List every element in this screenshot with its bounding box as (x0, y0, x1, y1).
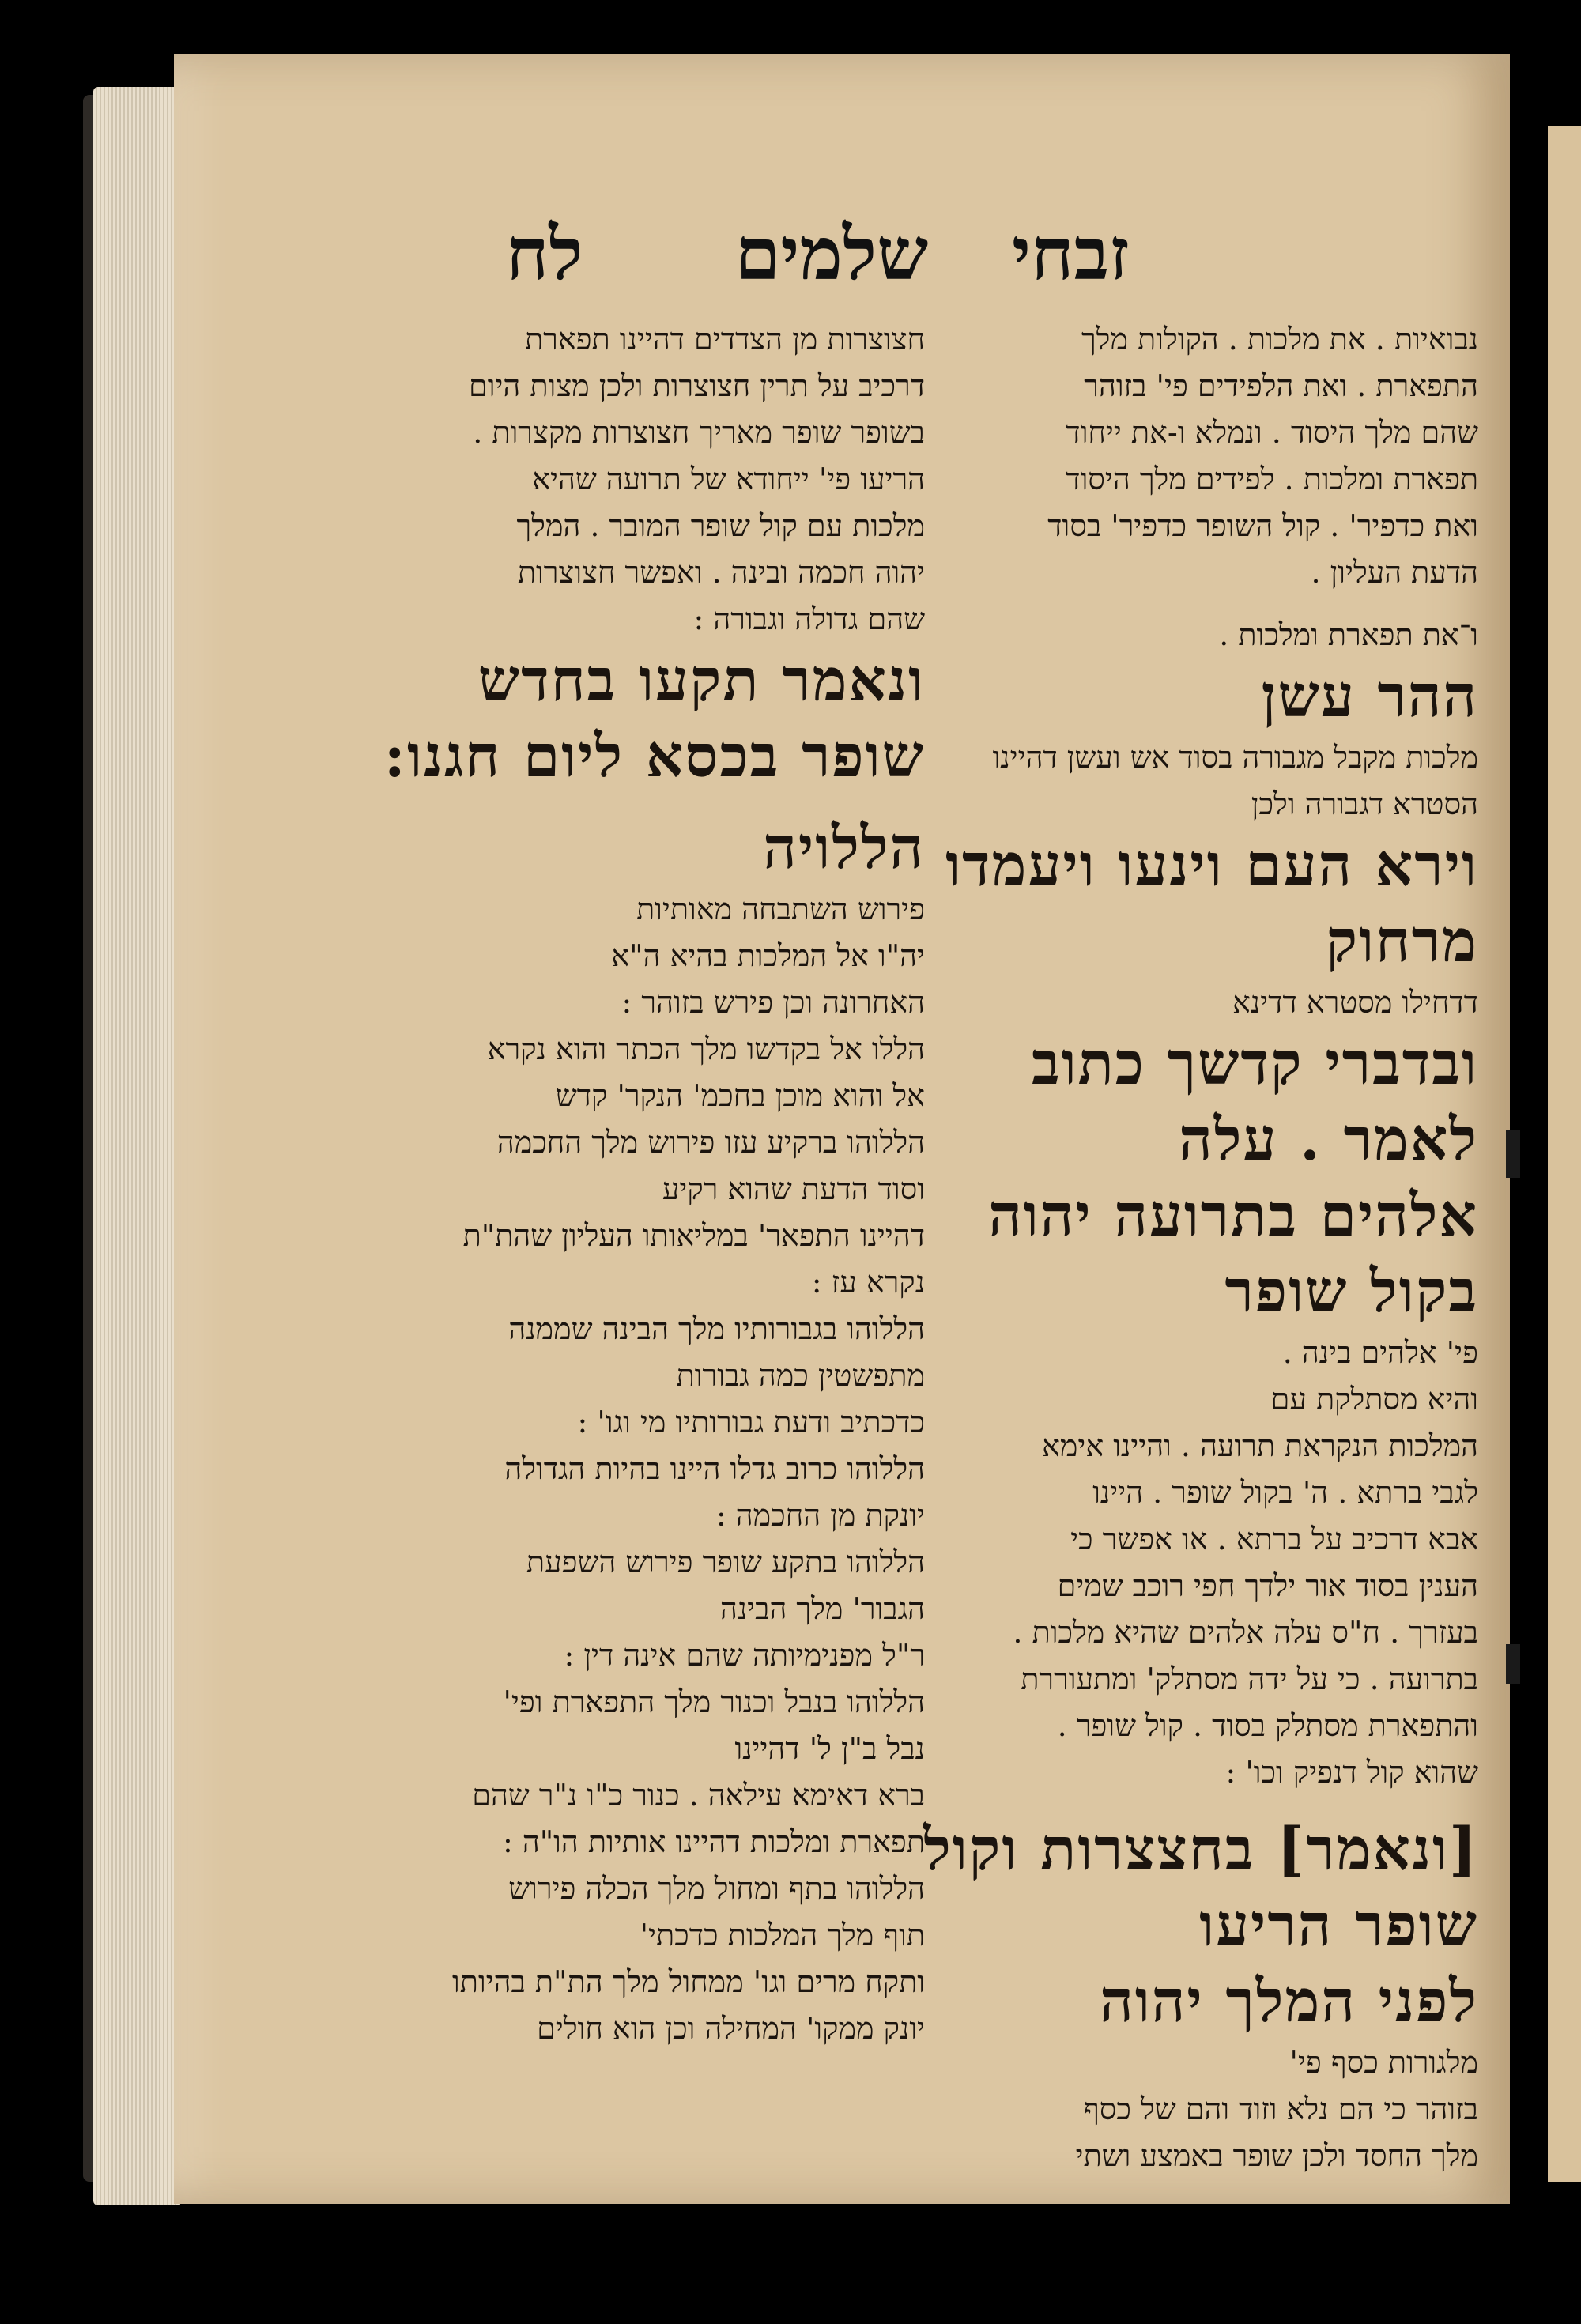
running-title-center: שלמים (735, 211, 929, 296)
commentary-line: יהוה חכמה ובינה . ואפשר חצוצרות (517, 555, 925, 590)
verse-heading: ההר עשן (1261, 662, 1478, 730)
text-column-left (383, 316, 925, 2052)
commentary-line: מלכות מקבל מגבורה בסוד אש ועשן דהיינו (992, 740, 1478, 775)
commentary-line: והתפארת מסתלק בסוד . קול שופר . (1057, 1708, 1478, 1743)
verse-heading: מרחוק (1326, 907, 1478, 975)
commentary-line: נבל ב"ן ל' דהיינו (734, 1731, 925, 1766)
commentary-line: כדכתיב ודעת גבורותיו מי וגו' : (577, 1405, 925, 1439)
commentary-line: הללוהו ברקיע עזו פירוש מלך החכמה (496, 1125, 925, 1160)
verse-heading: לפני המלך יהוה (1100, 1967, 1478, 2035)
commentary-line: האחרונה וכן פירש בזוהר : (621, 985, 925, 1020)
commentary-line: ברא דאימא עילאה . כנור כ"ו נ"ר שהם (472, 1778, 925, 1813)
commentary-line: הללוהו בתקע שופר פירוש השפעת (526, 1545, 925, 1579)
verse-heading: ובדברי קדשך כתוב (1032, 1030, 1478, 1098)
verse-heading: שופר הריעו (1199, 1892, 1478, 1960)
verse-heading: שופר בכסא ליום חגנו: (383, 722, 925, 790)
commentary-line: יונקת מן החכמה : (715, 1498, 925, 1533)
commentary-line: נקרא עז : (811, 1265, 925, 1300)
paragraph-gap (862, 1796, 1478, 1812)
commentary-line: התפארת . ואת הלפידים פי' בזוהר (1084, 368, 1478, 403)
commentary-line: הדעת העליון . (1311, 555, 1478, 590)
commentary-line: הסטרא דגבורה ולכן (1251, 787, 1478, 821)
running-title-right: זבחי (1012, 211, 1130, 296)
commentary-line: הללוהו בגבורותיו מלך הבינה שממנה (508, 1311, 925, 1346)
commentary-line: מלך החסד ולכן שופר באמצע ושתי (1075, 2138, 1478, 2173)
commentary-line: הללוהו כרוב גדלו היינו בהיות הגדולה (504, 1451, 925, 1486)
commentary-line: לגבי ברתא . ה' בקול שופר . היינו (1092, 1475, 1478, 1510)
commentary-line: הגבור' מלך הבינה (719, 1591, 925, 1626)
commentary-line: פירוש השתבחה מאותיות (636, 892, 925, 926)
verse-heading: וירא העם וינעו ויעמדו (945, 832, 1478, 900)
commentary-line: ותקח מרים וגו' ממחול מלך הת"ת בהיותו (452, 1964, 925, 1999)
verse-heading: לאמר . עלה (1179, 1106, 1478, 1174)
verse-heading: ונאמר תקעו בחדש (477, 647, 925, 715)
commentary-line: מלכות עם קול שופר המובר . המלך (516, 508, 925, 543)
commentary-line: הריעו פי' ייחודא של תרועה שהיא (532, 462, 925, 496)
commentary-line: שהם גדולה וגבורה : (693, 602, 925, 636)
paragraph-gap (419, 794, 925, 810)
text-column-right (862, 316, 1478, 2179)
commentary-line: ו־את תפארת ומלכות . (1219, 617, 1478, 652)
page-edges (93, 87, 180, 2205)
commentary-line: דהיינו התפאר' במליאותו העליון שהת"ת (462, 1218, 925, 1253)
commentary-line: בתרועה . כי על ידה מסתלק' ומתעוררת (1021, 1662, 1478, 1696)
commentary-line: יה"ו אל המלכות בהיא ה"א (611, 938, 925, 973)
commentary-line: המלכות הנקראת תרועה . והיינו אימא (1042, 1428, 1478, 1463)
verse-heading: הללויה (763, 814, 925, 882)
commentary-line: הענין בסוד אור ילדך חפי רוכב שמים (1057, 1568, 1478, 1603)
commentary-line: תוף מלך המלכות כדכתי' (640, 1918, 925, 1952)
commentary-line: מלגורות כסף פי' (1289, 2045, 1478, 2080)
commentary-line: וסוד הדעת שהוא רקיע (662, 1171, 925, 1206)
binding-stitch (1506, 1644, 1520, 1684)
commentary-line: הללו אל בקדשו מלך הכתר והוא נקרא (487, 1032, 925, 1066)
commentary-line: תפארת ומלכות . לפידים מלך היסוד (1066, 462, 1478, 496)
commentary-line: שהם מלך היסוד . ונמלא ו-את ייחוד (1066, 415, 1478, 450)
verse-heading: [ונאמר] בחצצרות וקול (923, 1816, 1478, 1884)
binding-stitch (1506, 1130, 1520, 1178)
commentary-line: נבואיות . את מלכות . הקולות מלך (1081, 322, 1478, 357)
commentary-line: פי' אלהים בינה . (1282, 1335, 1478, 1370)
commentary-line: ר"ל מפנימיותה שהם אינה דין : (564, 1638, 925, 1673)
commentary-line: הללוהו בתף ומחול מלך הכלה פירוש (508, 1871, 925, 1906)
commentary-line: בשופר שופר מאריך חצוצרות מקצרות . (473, 415, 925, 450)
commentary-line: חצוצרות מן הצדדים דהיינו תפארת (525, 322, 925, 357)
page-number: לח (506, 211, 583, 296)
paragraph-gap (862, 596, 1478, 612)
commentary-line: דרכיב על תרין חצוצרות ולכן מצות היום (469, 368, 925, 403)
commentary-line: תפארת ומלכות דהיינו אותיות הו"ה : (502, 1824, 925, 1859)
verse-heading: אלהים בתרועה יהוה (988, 1182, 1478, 1250)
commentary-line: דדחילו מסטרא דדינא (1232, 985, 1478, 1020)
commentary-line: הללוהו בנבל וכנור מלך התפארת ופי' (503, 1685, 925, 1719)
commentary-line: והיא מסתלקת עם (1270, 1382, 1478, 1417)
commentary-line: ואת כדפיר' . קול השופר כדפיר' בסוד (1047, 508, 1478, 543)
verse-heading: בקול שופר (1224, 1258, 1478, 1326)
commentary-line: בעזרך . ח"ס עלה אלהים שהיא מלכות . (1013, 1615, 1478, 1650)
commentary-line: יונק ממקו' המחילה וכן הוא חולים (537, 2011, 925, 2046)
commentary-line: מתפשטין כמה גבורות (676, 1358, 925, 1393)
commentary-line: שהוא קול דנפיק וכו' : (1225, 1755, 1478, 1790)
commentary-line: אבא דרכיב על ברתא . או אפשר כי (1070, 1522, 1478, 1556)
commentary-line: אל והוא מוכן בחכמ' הנקר' קדש (555, 1078, 925, 1113)
commentary-line: בזוהר כי הם נלא וזוד והם של כסף (1084, 2092, 1478, 2126)
facing-page-edge (1548, 126, 1581, 2182)
